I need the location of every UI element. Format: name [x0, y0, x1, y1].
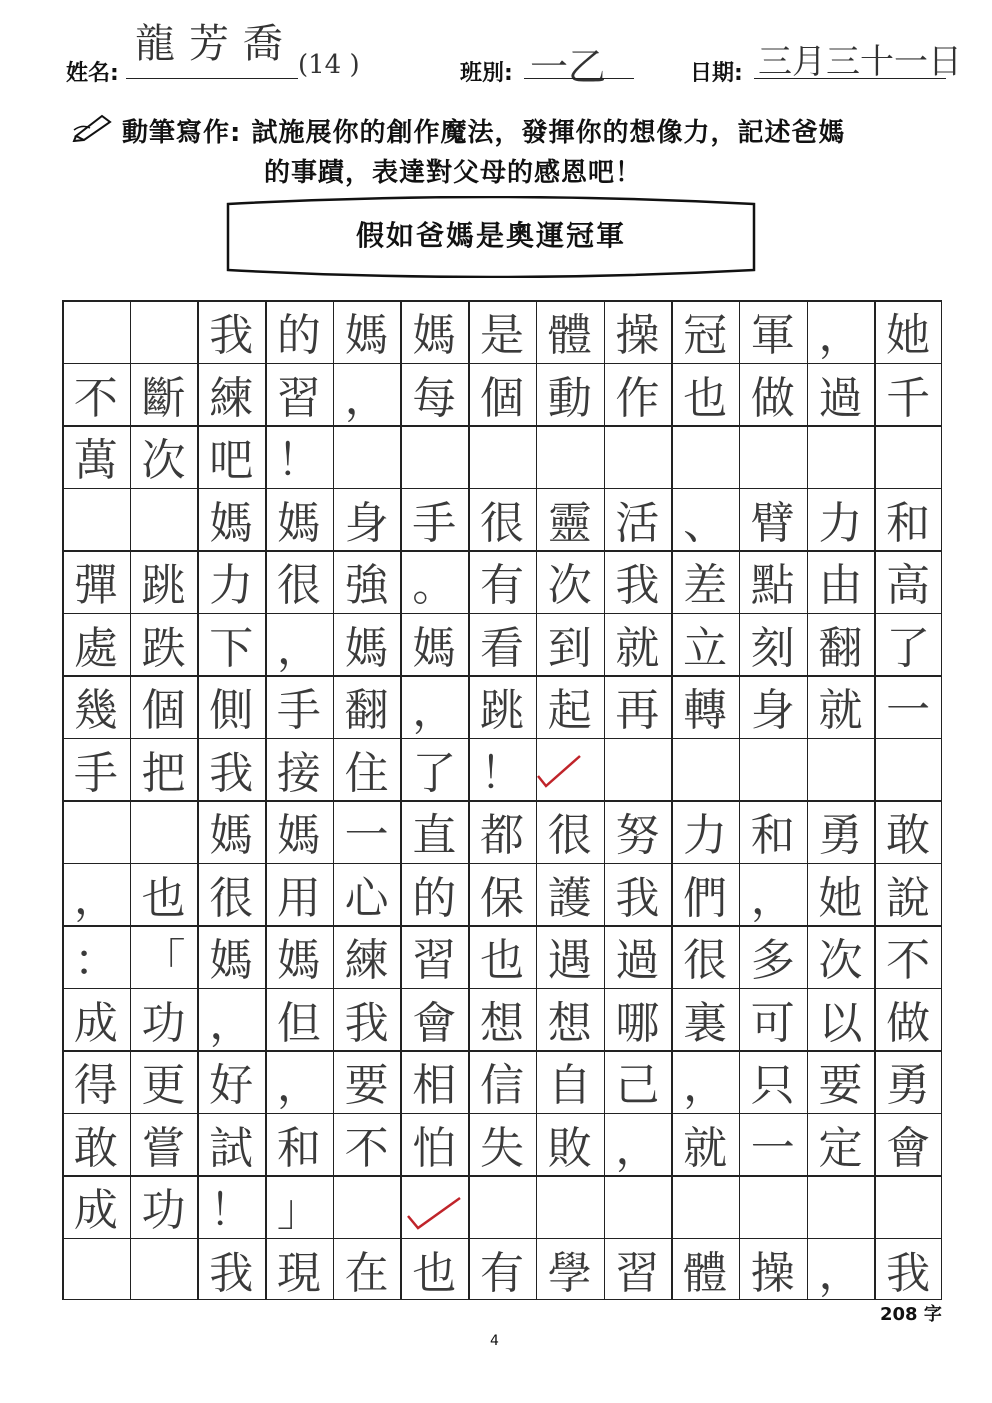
grid-cell: ！	[209, 1185, 254, 1237]
grid-cell	[333, 425, 401, 488]
grid-cell: 勇	[886, 1060, 931, 1112]
grid-cell: 嘗	[141, 1122, 186, 1174]
grid-cell: 冠	[683, 310, 728, 362]
grid-cell	[807, 425, 875, 488]
grid-cell: 就	[818, 685, 863, 737]
grid-cell: 幾	[73, 685, 118, 737]
grid-cell: 她	[818, 872, 863, 924]
grid-cell	[62, 800, 130, 863]
grid-cell: 下	[209, 622, 254, 674]
grid-cell: 一	[344, 810, 389, 862]
grid-cell	[62, 300, 130, 363]
grid-cell: 學	[547, 1247, 592, 1299]
grid-cell: 不	[73, 372, 118, 424]
grid-cell: 不	[344, 1122, 389, 1174]
grid-cell: 相	[412, 1060, 457, 1112]
grid-cell: 強	[344, 560, 389, 612]
grid-cell: 一	[886, 685, 931, 737]
grid-cell: ！	[479, 747, 524, 799]
grid-cell: 看	[479, 622, 524, 674]
grid-cell	[807, 738, 875, 801]
grid-cell: 媽	[276, 810, 321, 862]
grid-cell: 點	[750, 560, 795, 612]
name-underline	[126, 78, 298, 79]
grid-cell: 做	[750, 372, 795, 424]
grid-cell: 在	[344, 1247, 389, 1299]
grid-cell: 接	[276, 747, 321, 799]
pen-icon	[72, 110, 120, 146]
grid-cell: 操	[750, 1247, 795, 1299]
grid-cell: 有	[479, 560, 524, 612]
grid-cell: 媽	[412, 310, 457, 362]
grid-cell: 我	[344, 997, 389, 1049]
grid-cell: 斷	[141, 372, 186, 424]
grid-cell: 的	[412, 872, 457, 924]
grid-cell: 媽	[276, 935, 321, 987]
grid-cell: 。	[412, 560, 457, 612]
grid-cell: ，	[683, 1060, 728, 1112]
grid-cell: 會	[886, 1122, 931, 1174]
grid-cell: 了	[412, 747, 457, 799]
grid-cell	[130, 488, 198, 551]
grid-cell: 身	[344, 497, 389, 549]
grid-cell: ！	[276, 435, 321, 487]
class-label: 班別:	[460, 61, 513, 86]
grid-cell: 媽	[209, 810, 254, 862]
grid-cell	[62, 488, 130, 551]
class-underline	[524, 78, 634, 79]
grid-cell: 手	[412, 497, 457, 549]
grid-cell: 但	[276, 997, 321, 1049]
grid-cell: 翻	[344, 685, 389, 737]
grid-cell: 高	[886, 560, 931, 612]
grid-cell: 跳	[479, 685, 524, 737]
grid-cell: 媽	[209, 497, 254, 549]
grid-cell: 」	[276, 1185, 321, 1237]
name-value: 龍芳喬	[135, 21, 297, 67]
grid-cell: 轉	[683, 685, 728, 737]
title-banner	[226, 196, 756, 278]
grid-cell: 力	[209, 560, 254, 612]
grid-cell: 一	[750, 1122, 795, 1174]
grid-cell: 跳	[141, 560, 186, 612]
grid-cell: 都	[479, 810, 524, 862]
grid-cell	[671, 738, 739, 801]
grid-cell: 功	[141, 1185, 186, 1237]
grid-cell: 很	[683, 935, 728, 987]
grid-cell: 習	[615, 1247, 660, 1299]
grid-cell: ，	[344, 372, 389, 424]
grid-cell: 自	[547, 1060, 592, 1112]
grid-cell: 媽	[276, 497, 321, 549]
grid-cell: ，	[818, 310, 863, 362]
grid-cell: 靈	[547, 497, 592, 549]
grid-cell: 好	[209, 1060, 254, 1112]
grid-cell: 了	[886, 622, 931, 674]
grid-cell: 有	[479, 1247, 524, 1299]
check-mark-icon	[404, 1194, 464, 1234]
grid-cell: 把	[141, 747, 186, 799]
grid-cell: ，	[276, 1060, 321, 1112]
grid-cell: 想	[547, 997, 592, 1049]
grid-cell: ，	[615, 1122, 660, 1174]
grid-cell	[468, 1175, 536, 1238]
grid-cell: 我	[615, 560, 660, 612]
grid-cell: 「	[141, 935, 186, 987]
grid-cell: 功	[141, 997, 186, 1049]
grid-cell: 起	[547, 685, 592, 737]
grid-cell: 活	[615, 497, 660, 549]
grid-cell: 試	[209, 1122, 254, 1174]
page-number: 4	[490, 1333, 499, 1349]
grid-cell: 次	[818, 935, 863, 987]
class-value: 一乙	[530, 45, 607, 89]
grid-cell: 很	[479, 497, 524, 549]
date-value: 三月三十一日	[758, 42, 962, 82]
grid-cell: 我	[615, 872, 660, 924]
date-label: 日期:	[690, 61, 743, 86]
grid-cell: 過	[615, 935, 660, 987]
essay-title: 假如爸媽是奧運冠軍	[355, 219, 626, 252]
grid-cell: 可	[750, 997, 795, 1049]
grid-cell: 媽	[209, 935, 254, 987]
grid-cell: 成	[73, 1185, 118, 1237]
grid-cell: 動	[547, 372, 592, 424]
grid-cell	[400, 425, 468, 488]
grid-cell: 吧	[209, 435, 254, 487]
grid-cell: 臂	[750, 497, 795, 549]
grid-cell: 得	[73, 1060, 118, 1112]
grid-cell: 處	[73, 622, 118, 674]
grid-cell: 體	[547, 310, 592, 362]
grid-cell: 也	[412, 1247, 457, 1299]
grid-cell: ，	[412, 685, 457, 737]
grid-cell: 和	[886, 497, 931, 549]
grid-cell	[536, 425, 604, 488]
grid-cell: 我	[209, 310, 254, 362]
grid-cell: 手	[276, 685, 321, 737]
grid-cell: 很	[547, 810, 592, 862]
grid-cell: 們	[683, 872, 728, 924]
grid-cell: ，	[750, 872, 795, 924]
grid-cell: 力	[818, 497, 863, 549]
word-count: 208 字	[880, 1304, 942, 1325]
grid-cell	[874, 425, 942, 488]
grid-cell: 敢	[886, 810, 931, 862]
grid-cell: 差	[683, 560, 728, 612]
grid-cell: 媽	[412, 622, 457, 674]
check-mark-icon	[534, 752, 584, 792]
grid-cell	[62, 1238, 130, 1301]
grid-cell	[536, 1175, 604, 1238]
grid-cell: 住	[344, 747, 389, 799]
grid-cell: 體	[683, 1247, 728, 1299]
grid-cell: 練	[209, 372, 254, 424]
grid-cell	[874, 738, 942, 801]
grid-cell: 力	[683, 810, 728, 862]
grid-cell	[604, 1175, 672, 1238]
grid-cell	[333, 1175, 401, 1238]
grid-cell	[604, 425, 672, 488]
grid-cell: 和	[276, 1122, 321, 1174]
grid-cell: 做	[886, 997, 931, 1049]
grid-cell: 每	[412, 372, 457, 424]
grid-cell: 敢	[73, 1122, 118, 1174]
grid-cell: ，	[276, 622, 321, 674]
grid-cell: 跌	[141, 622, 186, 674]
grid-cell: 己	[615, 1060, 660, 1112]
grid-cell: 遇	[547, 935, 592, 987]
grid-cell: 和	[750, 810, 795, 862]
grid-cell: 個	[479, 372, 524, 424]
grid-cell	[807, 1175, 875, 1238]
grid-cell: 作	[615, 372, 660, 424]
grid-cell	[739, 425, 807, 488]
grid-cell: 我	[209, 1247, 254, 1299]
grid-cell: 就	[615, 622, 660, 674]
grid-cell: 練	[344, 935, 389, 987]
grid-cell	[130, 800, 198, 863]
grid-cell: 要	[344, 1060, 389, 1112]
name-number: (14 )	[298, 50, 360, 80]
grid-cell: 也	[479, 935, 524, 987]
grid-cell: 只	[750, 1060, 795, 1112]
grid-cell	[468, 425, 536, 488]
grid-cell: 立	[683, 622, 728, 674]
grid-cell: 她	[886, 310, 931, 362]
prompt-line-2: 的事蹟，表達對父母的感恩吧！	[264, 158, 643, 188]
grid-cell: 以	[818, 997, 863, 1049]
grid-cell: 失	[479, 1122, 524, 1174]
grid-cell: 身	[750, 685, 795, 737]
grid-cell: 說	[886, 872, 931, 924]
grid-cell: 過	[818, 372, 863, 424]
grid-cell	[671, 1175, 739, 1238]
grid-cell: 也	[683, 372, 728, 424]
grid-cell: 直	[412, 810, 457, 862]
grid-cell: 操	[615, 310, 660, 362]
grid-cell: 就	[683, 1122, 728, 1174]
grid-cell: 敗	[547, 1122, 592, 1174]
grid-cell: 現	[276, 1247, 321, 1299]
grid-cell: 會	[412, 997, 457, 1049]
grid-cell: 側	[209, 685, 254, 737]
grid-cell: 再	[615, 685, 660, 737]
grid-cell: 手	[73, 747, 118, 799]
grid-cell: 翻	[818, 622, 863, 674]
prompt-line-1: 動筆寫作: 試施展你的創作魔法，發揮你的想像力，記述爸媽	[122, 118, 846, 148]
grid-cell	[671, 425, 739, 488]
grid-cell: 保	[479, 872, 524, 924]
grid-cell	[130, 1238, 198, 1301]
grid-cell: 成	[73, 997, 118, 1049]
grid-cell: 不	[886, 935, 931, 987]
grid-cell: 怕	[412, 1122, 457, 1174]
grid-cell: 次	[141, 435, 186, 487]
grid-cell: 個	[141, 685, 186, 737]
grid-cell: 用	[276, 872, 321, 924]
grid-cell: 習	[412, 935, 457, 987]
date-underline	[754, 78, 946, 79]
grid-cell: ，	[73, 872, 118, 924]
grid-cell	[874, 1175, 942, 1238]
grid-cell	[739, 738, 807, 801]
grid-cell: 信	[479, 1060, 524, 1112]
grid-cell: 更	[141, 1060, 186, 1112]
essay-grid	[62, 300, 942, 1300]
grid-cell: 由	[818, 560, 863, 612]
grid-cell: 我	[209, 747, 254, 799]
grid-cell: 護	[547, 872, 592, 924]
grid-cell: 千	[886, 372, 931, 424]
grid-cell: 到	[547, 622, 592, 674]
grid-cell: 想	[479, 997, 524, 1049]
grid-cell: 我	[886, 1247, 931, 1299]
grid-cell: 很	[276, 560, 321, 612]
grid-cell	[604, 738, 672, 801]
grid-cell: 彈	[73, 560, 118, 612]
grid-cell	[130, 300, 198, 363]
grid-cell: 裏	[683, 997, 728, 1049]
grid-cell: 媽	[344, 310, 389, 362]
grid-cell: 習	[276, 372, 321, 424]
grid-cell: 心	[344, 872, 389, 924]
name-label: 姓名:	[66, 61, 119, 86]
grid-cell: 、	[683, 497, 728, 549]
grid-cell: 刻	[750, 622, 795, 674]
grid-cell: 勇	[818, 810, 863, 862]
grid-cell	[739, 1175, 807, 1238]
grid-cell: ，	[209, 997, 254, 1049]
grid-cell: 要	[818, 1060, 863, 1112]
grid-cell: 也	[141, 872, 186, 924]
grid-cell: ：	[73, 935, 118, 987]
grid-cell: 很	[209, 872, 254, 924]
grid-cell: 努	[615, 810, 660, 862]
grid-cell: 定	[818, 1122, 863, 1174]
grid-cell: 萬	[73, 435, 118, 487]
grid-cell: ，	[818, 1247, 863, 1299]
grid-cell: 是	[479, 310, 524, 362]
grid-cell: 的	[276, 310, 321, 362]
grid-cell: 多	[750, 935, 795, 987]
grid-cell: 哪	[615, 997, 660, 1049]
grid-cell: 軍	[750, 310, 795, 362]
grid-cell: 媽	[344, 622, 389, 674]
grid-cell: 次	[547, 560, 592, 612]
